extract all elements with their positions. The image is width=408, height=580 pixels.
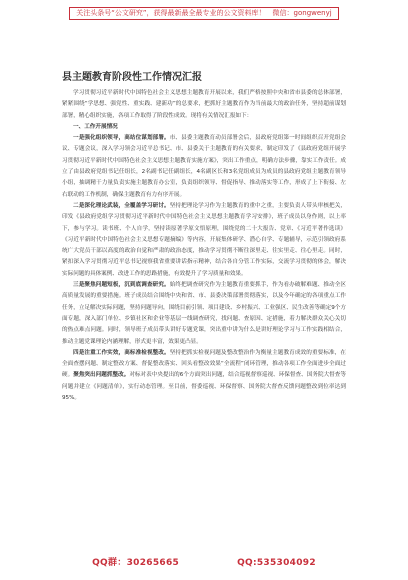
document-title: 县主题教育阶段性工作情况汇报 bbox=[62, 72, 202, 83]
promo-banner-text: 关注头条号“公文研究”，获得最新最全最专业的公文资料库！ 微信：gongwenyj bbox=[69, 7, 338, 20]
document-body bbox=[62, 88, 346, 404]
paragraph-text: 市、县委主题教育动员部署会后，县政府党组第一时间组织召开党组会议、专题会议，深入学习领会习近平总书记、市、县委关于主题教育的有关要求，制定印发了《县政府党组开展学习贯彻习近平新时代中国特色社会主义思想主题教育实施方案》，突出工作重点，明确方法步骤，靠实工作责任。成立了由县政府党组书记任组长，2名副书记任副组长，4名副区长和3名党组成员为成员的县政府党组主题教育领导小组，抽调精干力量负责实施主题教育办公室，负责组织领导、督促指导、推动落实等工作，形成了上下衔接、左右联动的工作机制，确保主题教育有力有序开展。 bbox=[62, 135, 346, 198]
paragraph-text: 坚持把理论学习作为主题教育的重中之重，主要负责人带头审核把关，印发《县政府党组学习贯彻习近平新时代中国特色社会主义思想主题教育学习安排》，班子成员以身作则，以上率下，参与学习。读书班、个人自学，坚持读原著学原文悟原理，围绕党的二十大报告、党章、《习近平著作选读》《习近平新时代中国特色社会主义思想专题摘编》等内容，开展集体研学、潜心自学、专题辅导，示范引领政府系统广大党员干部以高度的政治自觉和严肃的政治态度，推动学习贯彻不断往深里走、往实里走、往心里走。同时，紧扣深入学习贯彻习近平总书记视察我省重要讲话指示精神，结合各自分管工作实际，交流学习贯彻的体会，解决实际问题的具体案例、改进工作的思路措施，有效提升了学习质量和效果。 bbox=[62, 202, 346, 277]
paragraph-text: 坚持把抓实检视问题及整改整治作为衡量主题教育成效的重要标准，在全面查摆问题、制定整改方案、督促整改落实、回头看整改效果“全流程”闭环管理，推动各项工作全面进步全面过硬。 bbox=[62, 349, 346, 379]
qq-group-text: QQ群：30265665 bbox=[92, 558, 180, 568]
paragraph-lead: 二是深化理论武装，全覆盖学习研讨。 bbox=[73, 202, 170, 209]
paragraph-lead: 一是强化组织领导，高站位谋划部署。 bbox=[73, 135, 170, 142]
paragraph-item bbox=[62, 348, 346, 404]
paragraph-lead: 三是聚焦问题短板，沉到底调查研究。 bbox=[73, 282, 170, 289]
paragraph-item bbox=[62, 280, 346, 348]
paragraph-text: 对标对表中央提出的6个方面突出问题，结合巡视督察巡视、环保督查、国务院大督查等问题并建立《问题清单》，实行动态管理。至目前，督委巡视、环保督察、国务院大督查反馈问题整改到位率达到95%。 bbox=[62, 372, 346, 402]
intro-paragraph: 学习贯彻习近平新时代中国特色社会主义思想主题教育开展以来，我们严格按照中央和省市县委的总体部署，紧紧围绕“学思想、强党性、重实践、建新功”的总要求，把抓好主题教育作为当前最大的政治任务，坚持超前谋划部署，精心组织实施，各项工作取得了阶段性成效。现将有关情况汇报如下： bbox=[62, 90, 346, 119]
section-heading: 一、工作开展情况 bbox=[73, 123, 118, 130]
paragraph-lead: 四是注重工作实效，高标准检视整改。 bbox=[73, 349, 170, 356]
paragraph-lead: 聚焦突出问题抓整改。 bbox=[73, 372, 130, 379]
paragraph-text: 始终把调查研究作为主题教育重要抓手，作为看办破解难题、推动全区高质量发展的重要措施。班子成员结合围绕中央和省、市、县委决策部署贯彻落实，以及今年确定的各项重点工作任务，立足解决实际问题，坚持问题导向，围绕目前引领、项目建设、乡村振兴、工业强区、民生改善等确定9个方面专题，深入部门单位、乡镇社区和企业等基层一线调查研究，找问题、查原因、定措施，着力解决群众关心关切的热点难点问题。同时，领导班子成员带头讲好专题党课，突出重中讲为什么是讲好理论学习与工作实践相结合，推动主题党课理论内涵理解，形式更丰富，效果更凸显。 bbox=[62, 282, 346, 345]
paragraph-item bbox=[62, 201, 346, 280]
paragraph-item bbox=[62, 133, 346, 201]
footer-contact bbox=[0, 555, 408, 568]
promo-banner bbox=[0, 0, 408, 26]
qq-number-text: QQ:535304092 bbox=[237, 558, 316, 568]
